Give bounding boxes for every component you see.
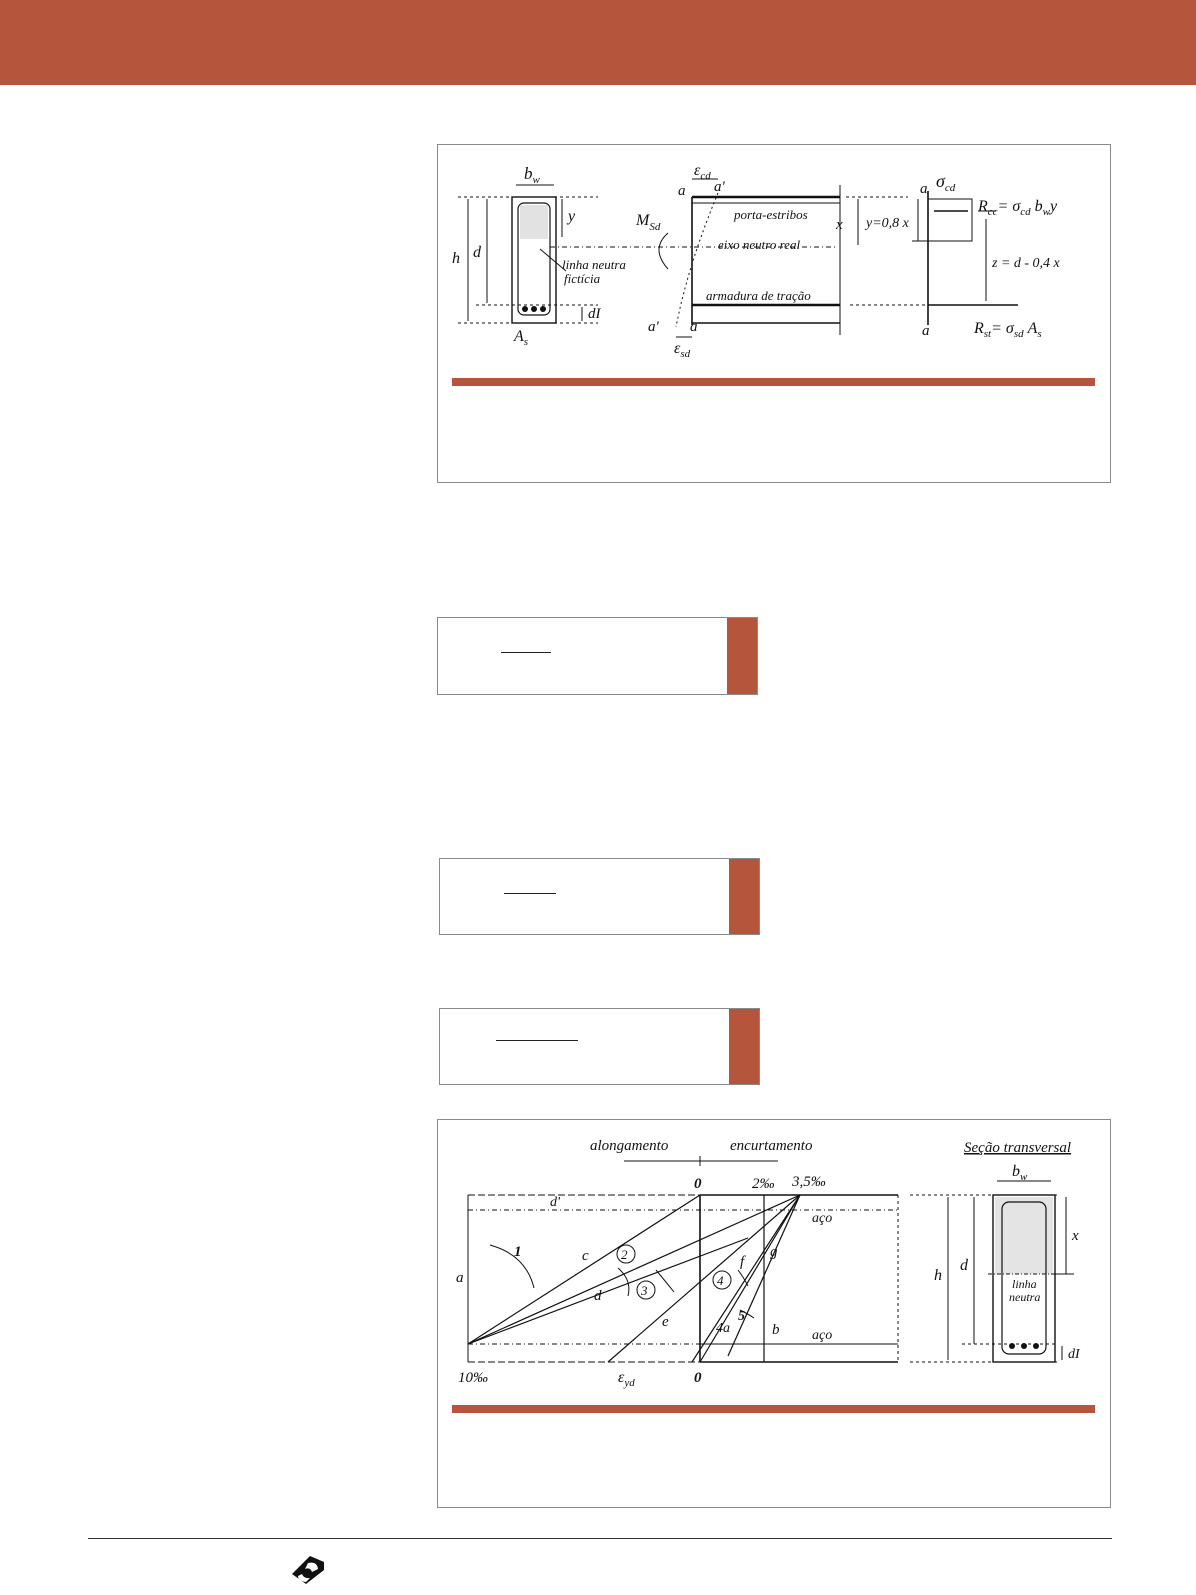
fig2-f-label: f bbox=[740, 1254, 745, 1270]
equation-tab bbox=[729, 1009, 759, 1084]
fig2-domain1-label: 1 bbox=[514, 1244, 522, 1260]
fig2-linha-label: linha bbox=[1012, 1277, 1037, 1291]
figure2-divider bbox=[452, 1405, 1095, 1413]
fig1-epscd-label: $\varepsilon_{cd}$ bbox=[694, 162, 711, 182]
fig1-rst-label: $R_{st}= \sigma_{sd}$ $A_s$ bbox=[974, 320, 1042, 340]
fig2-encurtamento-label: encurtamento bbox=[730, 1138, 813, 1154]
fig1-ficticia-label: fictícia bbox=[564, 271, 601, 286]
fig1-epssd-label: $\varepsilon_{sd}$ bbox=[674, 340, 691, 360]
fig1-porta-estribos-label: porta-estribos bbox=[734, 207, 808, 222]
fig2-b-label: b bbox=[772, 1322, 780, 1338]
header-banner bbox=[0, 0, 1196, 85]
fig2-aco-bot-label: aço bbox=[812, 1328, 833, 1343]
fig2-35permil-label: 3,5‰ bbox=[792, 1174, 826, 1190]
fig2-domain4a-label: 4a bbox=[716, 1321, 730, 1336]
figure-strain-domains bbox=[437, 1119, 1111, 1508]
fig2-domain3-label: 3 bbox=[641, 1283, 648, 1298]
fig1-linha-neutra-label: linha neutra bbox=[562, 257, 626, 272]
fig1-a-r-top-label: a bbox=[920, 181, 928, 197]
fig2-zero-bot-label: 0 bbox=[694, 1370, 702, 1386]
figure2-drawing bbox=[438, 1120, 1110, 1400]
fig2-h-label: h bbox=[934, 1267, 942, 1284]
fig2-alongamento-label: alongamento bbox=[590, 1138, 669, 1154]
fig2-domain2-label: 2 bbox=[621, 1247, 628, 1262]
figure1-divider bbox=[452, 378, 1095, 386]
fig2-zero-top-label: 0 bbox=[694, 1176, 702, 1192]
fig2-e-label: e bbox=[662, 1314, 669, 1330]
figure-section-stress bbox=[437, 144, 1111, 483]
footer-rule bbox=[88, 1538, 1112, 1539]
fig2-d1-label: dI bbox=[1068, 1347, 1080, 1362]
fig2-bw-label: $b_w$ bbox=[1012, 1163, 1028, 1183]
figure1-drawing bbox=[438, 145, 1110, 375]
fig1-eixo-neutro-label: eixo neutro real bbox=[718, 237, 801, 252]
fig1-h-label: h bbox=[452, 250, 460, 267]
fig2-10permil-label: 10‰ bbox=[458, 1370, 488, 1386]
fig2-a-left-label: a bbox=[456, 1270, 464, 1286]
fig2-secao-label: Seção transversal bbox=[964, 1140, 1072, 1156]
fraction-line bbox=[496, 1040, 578, 1041]
fig2-domain5-label: 5 bbox=[738, 1309, 745, 1324]
publisher-logo-icon bbox=[288, 1548, 328, 1588]
fraction-line bbox=[501, 652, 551, 653]
fig1-as-label: $A_s$ bbox=[514, 328, 529, 348]
fig2-g-label: g bbox=[770, 1244, 778, 1260]
fig2-aco-top-label: aço bbox=[812, 1211, 833, 1226]
equation-tab bbox=[727, 618, 757, 694]
fig1-msd-label: $M_{Sd}$ bbox=[636, 212, 661, 233]
fig2-dprime-label: d' bbox=[550, 1195, 560, 1210]
equation-box-1 bbox=[437, 617, 758, 695]
fig2-2permil-label: 2‰ bbox=[752, 1176, 775, 1192]
fig1-z-label: z = d - 0,4 x bbox=[992, 256, 1060, 271]
fig1-y08x-label: y=0,8 x bbox=[866, 216, 909, 231]
fig1-aprime-top-label: a' bbox=[714, 179, 725, 195]
fig1-d-label: d bbox=[473, 244, 481, 261]
fig2-domain4-label: 4 bbox=[717, 1273, 724, 1288]
fig2-dline-label: d bbox=[594, 1288, 602, 1304]
fig2-d-label: d bbox=[960, 1257, 968, 1274]
fig1-y-label: y bbox=[568, 208, 576, 225]
fig1-aprime-bot-label: a' bbox=[648, 319, 659, 335]
fig1-a-r-bot-label: a bbox=[922, 323, 930, 339]
fig2-epsyd-label: $\varepsilon_{yd}$ bbox=[618, 1369, 635, 1389]
equation-box-3 bbox=[439, 1008, 760, 1085]
fig2-neutra-label: neutra bbox=[1009, 1290, 1041, 1304]
fig1-x-label: x bbox=[836, 217, 843, 233]
fig1-bw-label: $b_w$ bbox=[524, 164, 540, 186]
equation-box-2 bbox=[439, 858, 760, 935]
fig1-sigmacd-label: $\sigma_{cd}$ bbox=[936, 171, 956, 194]
fig1-a-bot-label: a bbox=[690, 319, 698, 335]
fig2-x-label: x bbox=[1072, 1228, 1079, 1244]
fig1-armadura-label: armadura de tração bbox=[706, 288, 811, 303]
fraction-line bbox=[504, 893, 556, 894]
equation-tab bbox=[729, 859, 759, 934]
fig1-a-top-label: a bbox=[678, 183, 686, 199]
fig1-d1-label: dI bbox=[588, 306, 601, 322]
fig2-c-label: c bbox=[582, 1248, 589, 1264]
fig1-rcc-label: $R_{cc}= \sigma_{cd}$ $b_wy$ bbox=[978, 198, 1058, 218]
